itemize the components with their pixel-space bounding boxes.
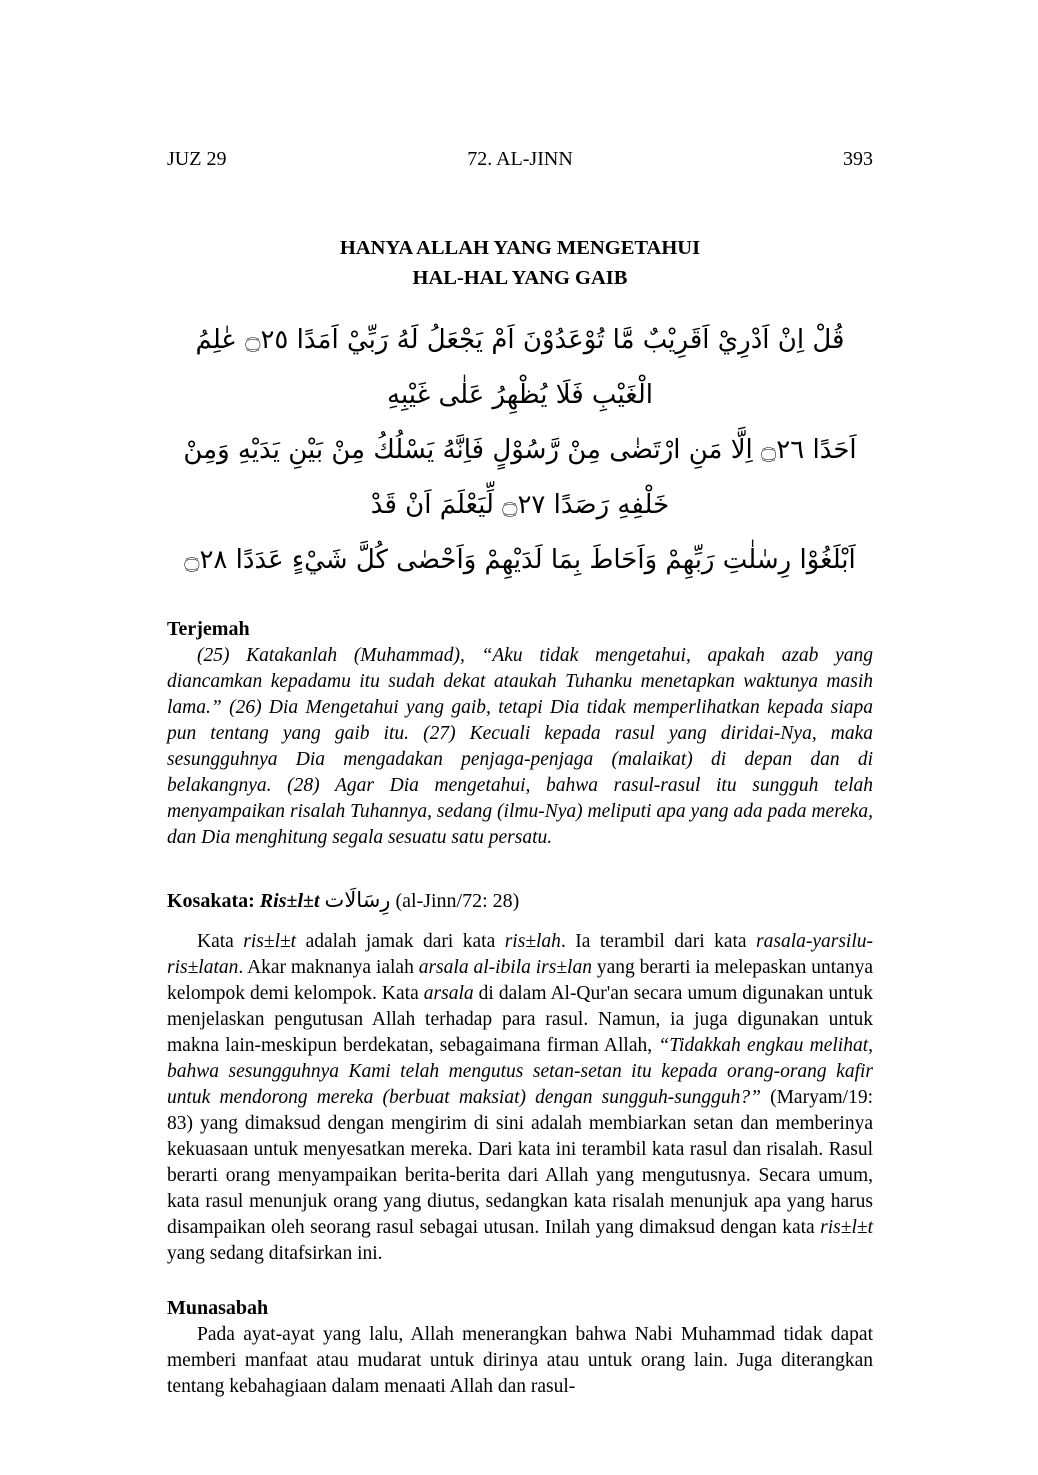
- arabic-verses: [167, 313, 873, 588]
- section-title-line1: HANYA ALLAH YANG MENGETAHUI: [339, 237, 701, 259]
- arabic-verse-line-2: اَحَدًا ۝٢٦ اِلَّا مَنِ ارْتَضٰى مِنْ رَّسُوْلٍ فَاِنَّهُ يَسْلُكُ مِنْ بَيْنِ يَدَيْهِ وَمِنْ خَلْفِهِ رَصَدًا ۝٢٧ لِّيَعْلَمَ اَنْ قَدْ: [183, 435, 857, 520]
- kosakata-heading: Kosakata: Ris±l±t رِسَالَات (al-Jinn/72: 28): [167, 888, 520, 912]
- arabic-verse-line-1: قُلْ اِنْ اَدْرِيْ اَقَرِيْبٌ مَّا تُوْعَدُوْنَ اَمْ يَجْعَلُ لَهُ رَبِّيْ اَمَدًا ۝٢٥ عٰلِمُ الْغَيْبِ فَلَا يُظْهِرُ عَلٰى غَيْبِهِ: [195, 325, 845, 410]
- munasabah-body: Pada ayat-ayat yang lalu, Allah menerangkan bahwa Nabi Muhammad tidak dapat memberi manfaat atau mudarat untuk dirinya atau untuk orang lain. Juga diterangkan tentang kebahagiaan dalam menaati Allah dan rasul-: [167, 1324, 873, 1397]
- section-title-line2: HAL-HAL YANG GAIB: [412, 267, 628, 289]
- page-number: 393: [843, 148, 873, 170]
- juz-label: JUZ 29: [167, 148, 227, 170]
- kosakata-body: Kata ris±l±t adalah jamak dari kata ris±lah. Ia terambil dari kata rasala-yarsilu-ris±latan. Akar maknanya ialah arsala al-ibila irs±lan yang berarti ia melepaskan untanya kelompok demi kelompok. Kata arsala di dalam Al-Qur'an secara umum digunakan untuk menjelaskan pengutusan Allah terhadap para rasul. Namun, ia juga digunakan untuk makna lain-meskipun berdekatan, sebagaimana firman Allah, “Tidakkah engkau melihat, bahwa sesungguhnya Kami telah mengutus setan-setan itu kepada orang-orang kafir untuk mendorong mereka (berbuat maksiat) dengan sungguh-sungguh?” (Maryam/19: 83) yang dimaksud dengan mengirim di sini adalah membiarkan setan dan memberinya kekuasaan untuk menyesatkan mereka. Dari kata ini terambil kata rasul dan risalah. Rasul berarti orang menyampaikan berita-berita dari Allah yang mengutusnya. Secara umum, kata rasul menunjuk orang yang diutus, sedangkan kata risalah menunjuk apa yang harus disampaikan oleh seorang rasul sebagai utusan. Inilah yang dimaksud dengan kata ris±l±t yang sedang ditafsirkan ini.: [167, 931, 874, 1264]
- arabic-verse-line-3: اَبْلَغُوْا رِسٰلٰتِ رَبِّهِمْ وَاَحَاطَ بِمَا لَدَيْهِمْ وَاَحْصٰى كُلَّ شَيْءٍ عَدَدًا ۝٢٨: [184, 545, 856, 575]
- section-title: [167, 233, 873, 293]
- surah-title: 72. AL-JINN: [467, 148, 573, 170]
- page-header: [167, 148, 873, 171]
- munasabah-heading: Munasabah: [167, 1297, 269, 1319]
- terjemah-heading: Terjemah: [167, 618, 250, 640]
- terjemah-text: (25) Katakanlah (Muhammad), “Aku tidak mengetahui, apakah azab yang diancamkan kepadamu itu sudah dekat ataukah Tuhanku menetapkan waktunya masih lama.” (26) Dia Mengetahui yang gaib, tetapi Dia tidak memperlihatkan kepada siapa pun tentang yang gaib itu. (27) Kecuali kepada rasul yang diridai-Nya, maka sesungguhnya Dia mengadakan penjaga-penjaga (malaikat) di depan dan di belakangnya. (28) Agar Dia mengetahui, bahwa rasul-rasul itu sungguh telah menyampaikan risalah Tuhannya, sedang (ilmu-Nya) meliputi apa yang ada pada mereka, dan Dia menghitung segala sesuatu satu persatu.: [167, 645, 873, 848]
